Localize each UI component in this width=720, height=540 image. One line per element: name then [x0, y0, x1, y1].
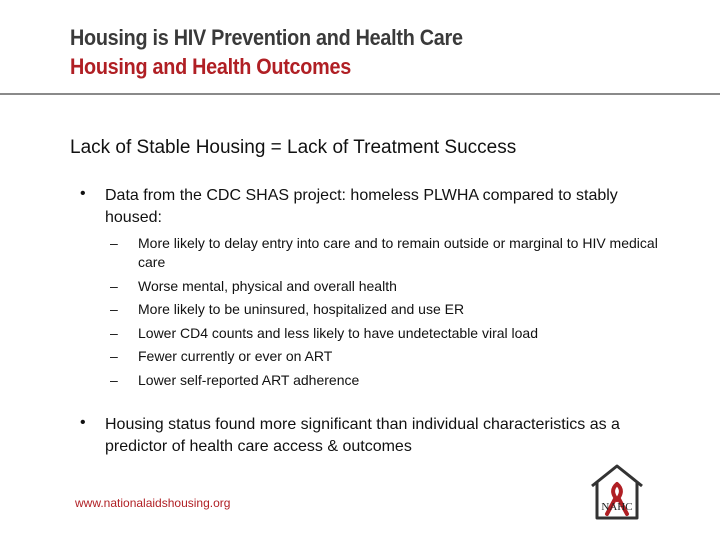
sub-item-text: Worse mental, physical and overall health	[138, 277, 397, 294]
bullet-symbol: •	[80, 414, 86, 431]
sub-item-text: Lower self-reported ART adherence	[138, 371, 360, 388]
slide-heading: Lack of Stable Housing = Lack of Treatment Success	[70, 137, 517, 158]
dash-symbol: –	[110, 277, 118, 294]
footer-url-link[interactable]: www.nationalaidshousing.org	[75, 496, 231, 510]
header-title-line1: Housing is HIV Prevention and Health Care	[70, 25, 463, 50]
bullet-text: Data from the CDC SHAS project: homeless PLWHA compared to stably housed:	[105, 187, 618, 226]
header-divider	[0, 93, 720, 95]
bullet-item-1	[70, 185, 670, 229]
nahc-logo	[588, 462, 646, 522]
sub-item-text: Fewer currently or ever on ART	[138, 348, 333, 364]
sub-list-item	[110, 371, 670, 390]
bullet-symbol: •	[80, 185, 86, 202]
bullet-item-2	[70, 414, 670, 458]
dash-symbol: –	[110, 235, 118, 251]
sub-list-item	[110, 347, 670, 366]
dash-symbol: –	[110, 301, 118, 317]
logo-text: NAHC	[601, 501, 633, 513]
sub-list-item	[110, 324, 670, 343]
header-title-line2: Housing and Health Outcomes	[70, 54, 351, 79]
sub-list-item	[110, 300, 670, 319]
sub-list-item	[110, 277, 670, 296]
sub-list-item	[110, 234, 670, 272]
sub-bullet-list	[110, 234, 670, 394]
sub-item-text: More likely to delay entry into care and to remain outside or marginal to HIV medical care	[138, 235, 658, 270]
dash-symbol: –	[110, 324, 118, 341]
dash-symbol: –	[110, 348, 118, 364]
sub-item-text: More likely to be uninsured, hospitalized and use ER	[138, 301, 465, 317]
dash-symbol: –	[110, 371, 118, 388]
sub-item-text: Lower CD4 counts and less likely to have undetectable viral load	[138, 324, 539, 341]
bullet-text: Housing status found more significant than individual characteristics as a predictor of health care access & outcomes	[105, 416, 620, 455]
